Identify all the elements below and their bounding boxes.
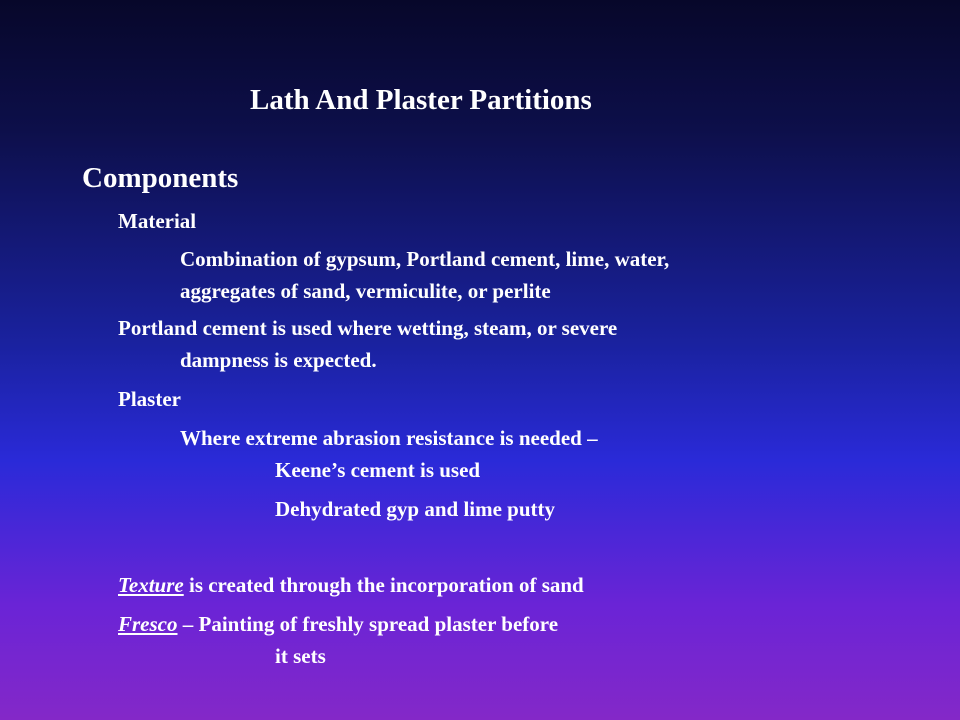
material-line-1: Combination of gypsum, Portland cement, lime, water, <box>180 247 670 271</box>
portland-line-2: dampness is expected. <box>180 348 377 372</box>
fresco-line-2: it sets <box>275 644 326 668</box>
abrasion-line-2: Keene’s cement is used <box>275 458 481 482</box>
fresco-line-1 <box>118 614 558 635</box>
fresco-term: Fresco <box>118 612 178 636</box>
material-label: Material <box>118 209 197 233</box>
texture-rest: is created through the incorporation of sand <box>183 573 584 597</box>
texture-line <box>118 575 584 596</box>
material-line-2: aggregates of sand, vermiculite, or perlite <box>180 279 551 303</box>
texture-term: Texture <box>118 573 184 597</box>
fresco-rest: – Painting of freshly spread plaster before <box>177 612 559 636</box>
dehydrated-line: Dehydrated gyp and lime putty <box>275 497 556 521</box>
portland-line-1: Portland cement is used where wetting, steam, or severe <box>118 316 618 340</box>
components-heading: Components <box>82 162 239 194</box>
slide-title: Lath And Plaster Partitions <box>250 84 592 116</box>
plaster-label: Plaster <box>118 387 181 411</box>
abrasion-line-1: Where extreme abrasion resistance is needed – <box>180 426 598 450</box>
